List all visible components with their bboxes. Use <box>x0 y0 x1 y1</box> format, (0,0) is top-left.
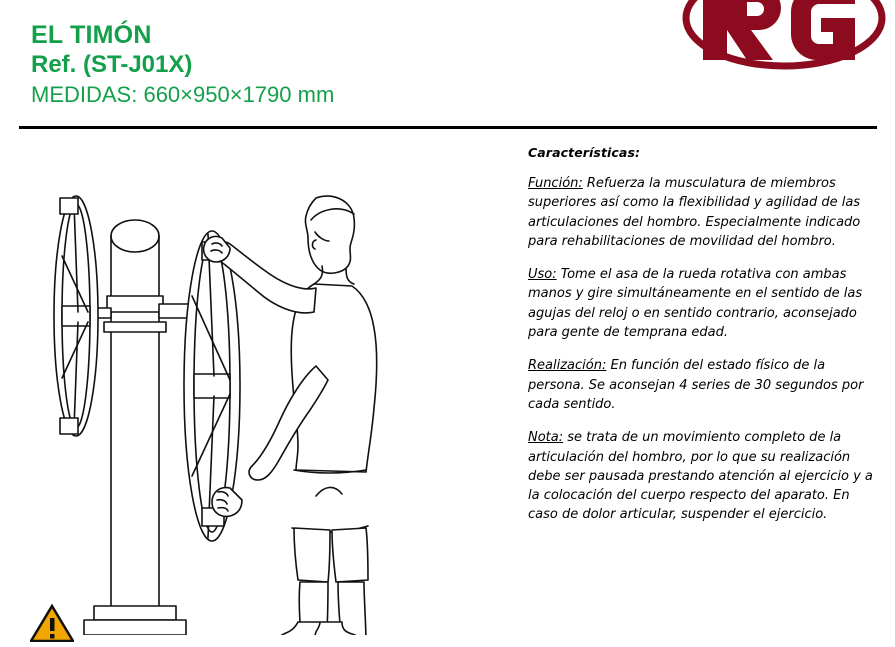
warning-triangle-icon <box>30 604 74 642</box>
product-reference: Ref. (ST-J01X) <box>31 51 193 78</box>
characteristics-heading: Características: <box>528 145 641 160</box>
page-header <box>0 0 895 122</box>
page-title: EL TIMÓN <box>31 21 152 49</box>
rg-logo <box>679 0 889 70</box>
header-divider <box>19 126 877 129</box>
characteristic-realizacion <box>528 356 876 414</box>
characteristics-section <box>528 145 876 525</box>
el-timon-exercise-diagram <box>16 136 496 635</box>
characteristic-funcion-text: Refuerza la musculatura de miembros superiores así como la flexibilidad y agilidad de las articulaciones del hombro. Especialmente indicado para rehabilitaciones de movilidad del hombro. <box>528 176 861 249</box>
characteristic-funcion <box>528 174 876 251</box>
characteristic-nota <box>528 428 876 524</box>
characteristic-realizacion-text: En función del estado físico de la persona. Se aconsejan 4 series de 30 segundos por cada sentido. <box>528 358 864 412</box>
characteristic-uso <box>528 265 876 342</box>
characteristic-realizacion-label: Realización: <box>528 358 607 374</box>
product-dimensions: MEDIDAS: 660×950×1790 mm <box>31 82 335 107</box>
characteristic-uso-text: Tome el asa de la rueda rotativa con ambas manos y gire simultáneamente en el sentido de las agujas del reloj o en sentido contrario, aconsejado para gente de temprana edad. <box>528 267 863 341</box>
characteristic-funcion-label: Función: <box>528 176 583 191</box>
characteristic-uso-label: Uso: <box>528 267 557 283</box>
characteristic-nota-label: Nota: <box>528 430 564 446</box>
characteristic-nota-text: se trata de un movimiento completo de la articulación del hombro, por lo que su realización debe ser pausada prestando atención al ejercicio y a la colocación del cuerpo respecto del aparato. En caso de dolor articular, suspender el ejercicio. <box>528 430 873 523</box>
title-block <box>31 20 334 110</box>
